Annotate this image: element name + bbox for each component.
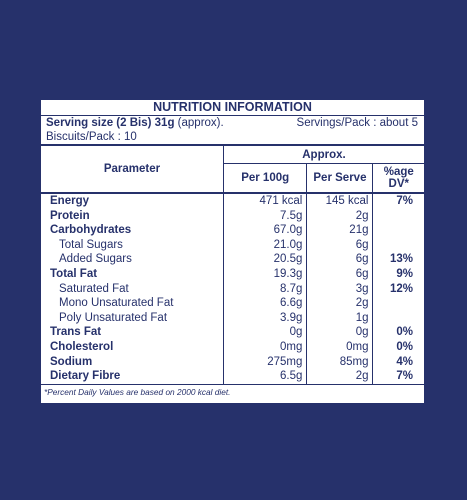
daily-value-percent <box>373 223 424 238</box>
header-approx: Approx. <box>223 146 424 164</box>
per-100g-value: 67.0g <box>223 223 306 238</box>
per-serve-value: 6g <box>307 238 373 253</box>
nutrient-row <box>41 369 424 384</box>
daily-value-percent: 0% <box>373 340 424 355</box>
per-serve-value: 6g <box>307 267 373 282</box>
footnote: *Percent Daily Values are based on 2000 kcal diet. <box>44 386 231 397</box>
nutrient-row <box>41 355 424 370</box>
nutrient-row <box>41 193 424 209</box>
per-100g-value: 471 kcal <box>223 193 306 209</box>
per-serve-value: 0g <box>307 325 373 340</box>
nutrition-table <box>41 146 424 385</box>
nutrient-name: Sodium <box>50 355 93 368</box>
nutrition-rows <box>41 193 424 384</box>
nutrient-row <box>41 296 424 311</box>
per-serve-value: 2g <box>307 296 373 311</box>
nutrient-row <box>41 209 424 224</box>
nutrient-name: Saturated Fat <box>59 282 129 295</box>
nutrient-name: Energy <box>50 195 89 207</box>
per-100g-value: 20.5g <box>223 252 306 267</box>
per-serve-value: 21g <box>307 223 373 238</box>
header-per-100g: Per 100g <box>223 164 306 194</box>
per-100g-value: 0g <box>223 325 306 340</box>
nutrient-row <box>41 340 424 355</box>
panel-title: NUTRITION INFORMATION <box>41 100 424 116</box>
header-parameter: Parameter <box>41 146 223 193</box>
nutrient-row <box>41 252 424 267</box>
per-100g-value: 275mg <box>223 355 306 370</box>
daily-value-percent <box>373 209 424 224</box>
per-100g-value: 7.5g <box>223 209 306 224</box>
nutrient-row <box>41 325 424 340</box>
nutrient-row <box>41 282 424 297</box>
daily-value-percent <box>373 296 424 311</box>
header-per-serve: Per Serve <box>307 164 373 194</box>
nutrient-row <box>41 311 424 326</box>
daily-value-percent <box>373 311 424 326</box>
nutrient-name: Cholesterol <box>50 340 114 353</box>
daily-value-percent: 13% <box>373 252 424 267</box>
per-100g-value: 6.5g <box>223 369 306 384</box>
per-100g-value: 21.0g <box>223 238 306 253</box>
daily-value-percent: 9% <box>373 267 424 282</box>
per-100g-value: 3.9g <box>223 311 306 326</box>
nutrient-name: Poly Unsaturated Fat <box>59 311 168 324</box>
per-serve-value: 2g <box>307 369 373 384</box>
serving-size-note: (approx). <box>177 117 224 129</box>
per-serve-value: 0mg <box>307 340 373 355</box>
nutrient-name: Total Fat <box>50 267 98 280</box>
servings-per-pack: Servings/Pack : about 5 <box>296 117 418 129</box>
daily-value-percent: 7% <box>373 369 424 384</box>
daily-value-percent: 4% <box>373 355 424 370</box>
nutrient-row <box>41 223 424 238</box>
nutrient-name: Trans Fat <box>50 326 102 339</box>
per-100g-value: 19.3g <box>223 267 306 282</box>
daily-value-percent: 0% <box>373 325 424 340</box>
nutrient-name: Total Sugars <box>59 238 123 251</box>
per-serve-value: 1g <box>307 311 373 326</box>
per-serve-value: 85mg <box>307 355 373 370</box>
nutrient-name: Carbohydrates <box>50 224 132 237</box>
per-serve-value: 6g <box>307 252 373 267</box>
serving-size-value: Serving size (2 Bis) 31g <box>46 117 175 129</box>
biscuits-per-pack: Biscuits/Pack : 10 <box>41 130 424 146</box>
daily-value-percent: 12% <box>373 282 424 297</box>
nutrient-name: Protein <box>50 209 90 222</box>
nutrient-row <box>41 238 424 253</box>
nutrient-name: Added Sugars <box>59 253 132 266</box>
nutrition-panel <box>39 98 426 405</box>
per-serve-value: 145 kcal <box>307 193 373 209</box>
nutrient-name: Dietary Fibre <box>41 369 223 384</box>
per-serve-value: 2g <box>307 209 373 224</box>
per-serve-value: 3g <box>307 282 373 297</box>
per-100g-value: 8.7g <box>223 282 306 297</box>
per-100g-value: 0mg <box>223 340 306 355</box>
serving-info <box>41 116 424 130</box>
header-dv-line1: %age <box>383 166 414 178</box>
header-daily-value <box>373 164 424 194</box>
nutrient-name: Mono Unsaturated Fat <box>59 297 174 310</box>
daily-value-percent <box>373 238 424 253</box>
serving-size <box>46 116 224 130</box>
per-100g-value: 6.6g <box>223 296 306 311</box>
header-dv-line2: DV* <box>388 178 409 190</box>
nutrient-row <box>41 267 424 282</box>
daily-value-percent: 7% <box>373 193 424 209</box>
